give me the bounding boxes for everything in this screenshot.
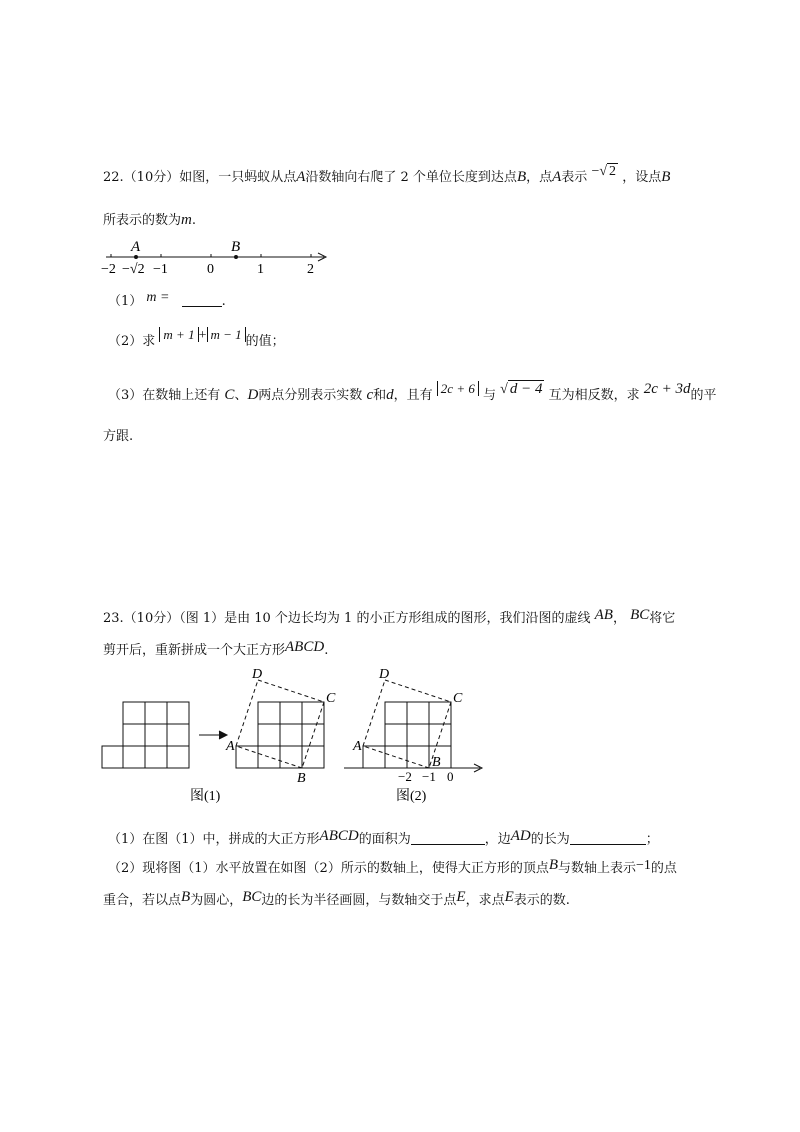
answer-blank[interactable] (182, 294, 222, 307)
tick-label: 1 (257, 262, 264, 277)
q23-part1: （1）在图（1）中，拼成的大正方形ABCD的面积为 ，边AD的长为 ； (108, 828, 659, 847)
q23-part2: （2）现将图（1）水平放置在如图（2）所示的数轴上，使得大正方形的顶点B与数轴上表示−1的点 (108, 857, 677, 876)
svg-text:C: C (453, 691, 463, 706)
q22-part3-line2: 方跟. (103, 429, 134, 444)
q22-line1: 22.（10分）如图，一只蚂蚁从点A沿数轴向右爬了 2 个单位长度到达点B，点A表示 −√ 2 ，设点B (103, 164, 671, 185)
figure-2 (340, 664, 500, 806)
point-a-label: A (131, 239, 141, 255)
tick-label: −1 (153, 262, 168, 277)
tick-label: 0 (447, 769, 454, 784)
figure-1-caption: 图(1) (190, 789, 221, 804)
svg-text:A: A (226, 739, 235, 754)
q22-number-line (98, 236, 338, 280)
length-answer-blank[interactable] (570, 832, 646, 845)
q22-part2: （2）求 m + 1 + m − 1 的值； (108, 327, 285, 349)
point-b-label: B (231, 239, 241, 255)
figure-1 (98, 664, 338, 806)
q22-part1: （1） m = . (108, 290, 226, 309)
tick-label: −2 (398, 769, 412, 784)
tick-label: −1 (422, 769, 436, 784)
neg-sqrt2: −√ 2 (591, 164, 617, 179)
svg-text:C: C (326, 691, 336, 706)
svg-text:D: D (379, 667, 390, 682)
svg-text:B: B (432, 755, 441, 770)
area-answer-blank[interactable] (411, 832, 485, 845)
figure-2-caption: 图(2) (396, 789, 427, 804)
svg-text:D: D (252, 667, 263, 682)
q23-part2-line2: 重合，若以点B为圆心，BC边的长为半径画圆，与数轴交于点E，求点E表示的数. (103, 889, 570, 908)
svg-text:A: A (353, 739, 362, 754)
q23-line2: 剪开后，重新拼成一个大正方形ABCD. (103, 639, 329, 658)
tick-label: −2 (101, 262, 116, 277)
q22-part3: （3）在数轴上还有 C、D两点分别表示实数 c和d，且有 2c + 6 与 √ d − 4 互为相反数，求 2c + 3d的平 (108, 381, 717, 403)
q23-line1: 23.（10分）（图 1）是由 10 个边长均为 1 的小正方形组成的图形，我们沿图的虚线 AB， BC将它 (103, 607, 676, 626)
svg-text:B: B (297, 771, 306, 786)
tick-label: −√2 (122, 262, 145, 277)
tick-label: 0 (207, 262, 214, 277)
q22-line2: 所表示的数为m. (103, 212, 196, 228)
tick-label: 2 (307, 262, 314, 277)
